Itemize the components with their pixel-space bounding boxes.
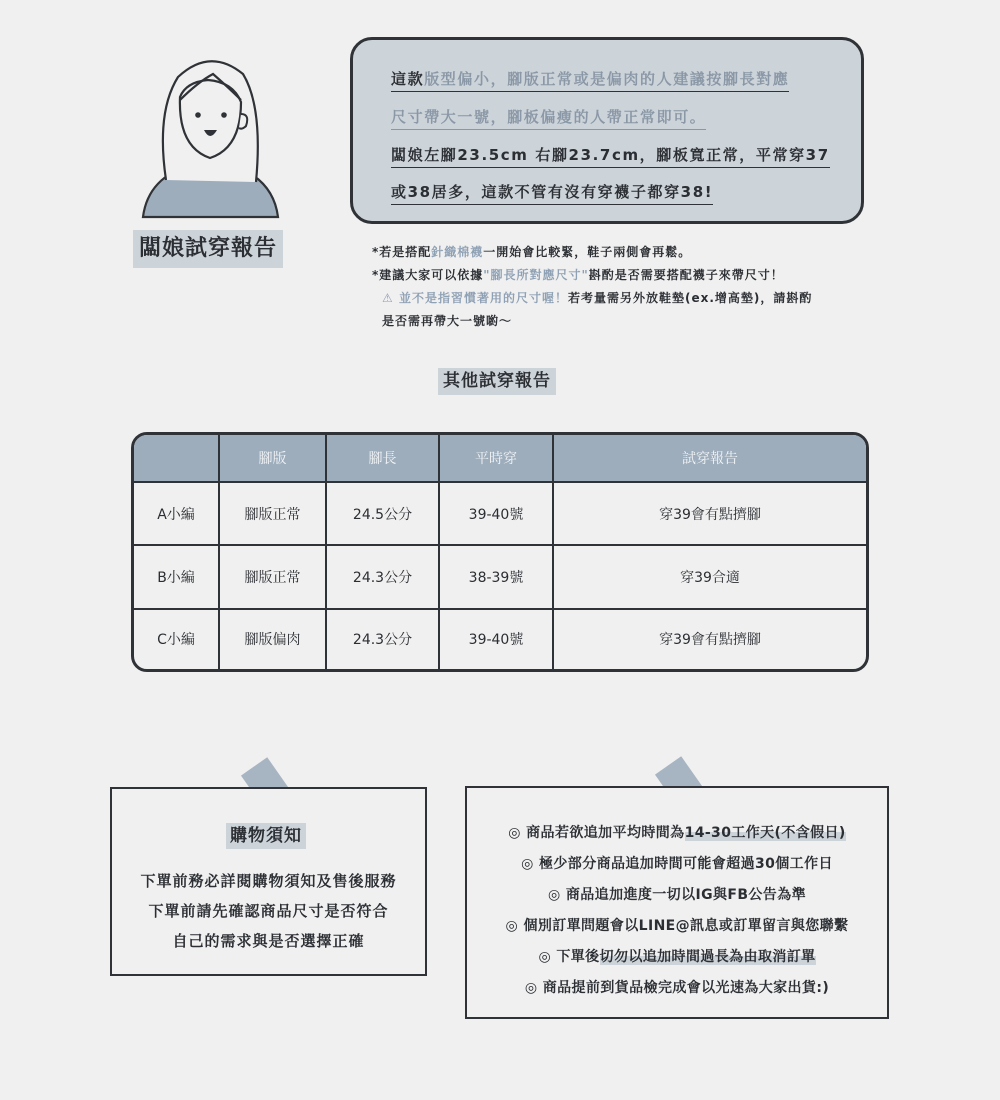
note-warning-highlight: 並不是指習慣著用的尺寸喔！ (398, 291, 568, 305)
bubble-line-3: 闆娘左腳23.5cm 右腳23.7cm，腳板寬正常，平常穿37 (391, 144, 830, 168)
note-warning (382, 289, 812, 306)
policy-line (467, 915, 887, 935)
bullet-icon: ◎ (508, 825, 521, 841)
table-cell: 穿39合適 (553, 545, 866, 608)
table-row (134, 609, 866, 669)
table-row (134, 482, 866, 545)
note-size-advice (372, 266, 784, 283)
table-cell: C小編 (134, 609, 219, 669)
table-cell: 24.3公分 (326, 609, 439, 669)
policy-line (467, 977, 887, 997)
table-header (134, 435, 219, 482)
table-cell: 腳版偏肉 (219, 609, 326, 669)
bullet-icon: ◎ (505, 918, 519, 934)
note-size-up: 是否需再帶大一號喲～ (382, 314, 513, 328)
policy-text: 個別訂單問題會以LINE@訊息或訂單留言與您聯繫 (523, 918, 849, 934)
fitting-report-table (131, 432, 869, 672)
policy-highlight: 14-30工作天(不含假日) (684, 825, 846, 841)
policy-text: 商品追加進度一切以IG與FB公告為準 (565, 887, 807, 903)
table-cell: 39-40號 (439, 482, 553, 545)
purchase-notice-title: 購物須知 (226, 823, 306, 849)
table-cell: 24.5公分 (326, 482, 439, 545)
bubble-line-1 (391, 68, 789, 92)
note-size-a: *建議大家可以依據 (372, 268, 484, 282)
owner-avatar (138, 52, 283, 222)
table-header-row (134, 435, 866, 482)
owner-report-title: 闆娘試穿報告 (133, 230, 283, 268)
policy-text: 極少部分商品追加時間可能會超過30個工作日 (539, 856, 833, 872)
table-cell: 穿39會有點擠腳 (553, 609, 866, 669)
policy-highlight: 切勿以追加時間過長為由取消訂單 (599, 949, 816, 965)
warning-icon: ⚠ (382, 291, 394, 305)
table-cell: A小編 (134, 482, 219, 545)
table-cell: 穿39會有點擠腳 (553, 482, 866, 545)
bullet-icon: ◎ (521, 856, 534, 872)
purchase-line: 自己的需求與是否選擇正確 (172, 932, 365, 950)
purchase-line: 下單前務必詳閱購物須知及售後服務 (140, 872, 397, 890)
table-cell: 38-39號 (439, 545, 553, 608)
note-size-c: 斟酌是否需要搭配襪子來帶尺寸！ (588, 268, 784, 282)
table-header: 腳長 (326, 435, 439, 482)
other-reports-title: 其他試穿報告 (438, 368, 556, 395)
purchase-notice-card (110, 787, 427, 976)
note-socks-a: *若是搭配 (372, 245, 432, 259)
table-cell: B小編 (134, 545, 219, 608)
policy-text: 下單後 (556, 949, 600, 965)
table-cell: 39-40號 (439, 609, 553, 669)
note-size-highlight: "腳長所對應尺寸" (483, 268, 589, 282)
table-header: 腳版 (219, 435, 326, 482)
table-header: 試穿報告 (553, 435, 866, 482)
policy-line (467, 822, 887, 842)
table-row (134, 545, 866, 608)
note-socks (372, 243, 691, 260)
bubble-line-2: 尺寸帶大一號，腳板偏瘦的人帶正常即可。 (391, 106, 706, 130)
bullet-icon: ◎ (538, 949, 552, 965)
note-socks-c: 一開始會比較緊，鞋子兩側會再鬆。 (483, 245, 692, 259)
table-cell: 腳版正常 (219, 545, 326, 608)
policy-line (467, 946, 887, 966)
policy-text: 商品提前到貨品檢完成會以光速為大家出貨:) (542, 980, 830, 996)
bubble-line-4: 或38居多，這款不管有沒有穿襪子都穿38! (391, 181, 713, 205)
purchase-line: 下單前請先確認商品尺寸是否符合 (148, 902, 389, 920)
policy-text: 商品若欲追加平均時間為 (526, 825, 685, 841)
bullet-icon: ◎ (547, 887, 561, 903)
note-warning-b: 若考量需另外放鞋墊(ex.增高墊)，請斟酌 (567, 291, 813, 305)
bullet-icon: ◎ (524, 980, 538, 996)
policy-line (467, 853, 887, 873)
owner-report-bubble (350, 37, 864, 224)
table-cell: 24.3公分 (326, 545, 439, 608)
note-socks-highlight: 針織棉襪 (431, 245, 484, 259)
bubble-line-1-rest: 版型偏小，腳版正常或是偏肉的人建議按腳長對應 (424, 70, 790, 88)
table-cell: 腳版正常 (219, 482, 326, 545)
policy-line (467, 884, 887, 904)
bubble-line-1-lead: 這款 (391, 70, 425, 88)
table-header: 平時穿 (439, 435, 553, 482)
restock-policy-card (465, 786, 889, 1019)
